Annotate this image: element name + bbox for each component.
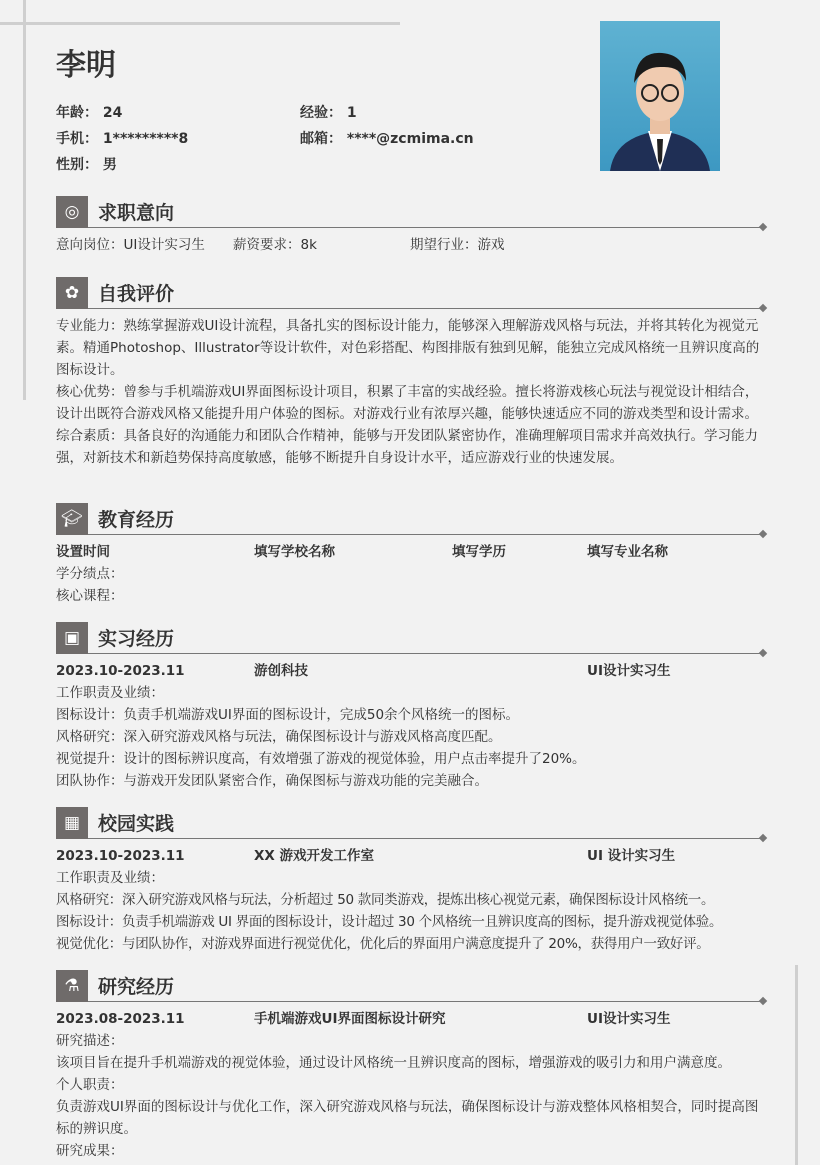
- paragraph: 专业能力：熟练掌握游戏UI设计流程，具备扎实的图标设计能力，能够深入理解游戏风格与玩法，并将其转化为视觉元素。精通Photoshop、Illustrator等设计软件，对色彩搭配、构图排版有独到见解，能独立完成风格统一且辨识度高的图标设计。: [56, 318, 760, 378]
- section-intent: [56, 196, 766, 256]
- line: 研究描述：: [56, 1033, 124, 1049]
- org: 游创科技: [254, 663, 308, 679]
- line: 工作职责及业绩：: [56, 870, 164, 886]
- section-self: [56, 277, 766, 469]
- role: UI设计实习生: [587, 1011, 671, 1027]
- edu-school: 填写学校名称: [254, 544, 335, 560]
- section-research: [56, 970, 766, 1162]
- line: 视觉提升：设计的图标辨识度高，有效增强了游戏的视觉体验，用户点击率提升了20%。: [56, 751, 586, 767]
- building-icon: ▦: [56, 807, 88, 839]
- edu-major: 填写专业名称: [587, 544, 668, 560]
- email: 邮箱： ****@zcmima.cn: [300, 131, 474, 147]
- line: 风格研究：深入研究游戏风格与玩法，确保图标设计与游戏风格高度匹配。: [56, 729, 502, 745]
- experience: 经验： 1: [300, 105, 357, 121]
- section-internship: [56, 622, 766, 792]
- section-title: 校园实践: [98, 813, 175, 835]
- line: 研究成果：: [56, 1143, 124, 1159]
- decor-line: [23, 0, 26, 400]
- intent-industry: 期望行业：游戏: [410, 237, 505, 253]
- profile-photo: [600, 21, 720, 171]
- decor-line: [795, 965, 798, 1165]
- section-title: 求职意向: [98, 202, 175, 224]
- paragraph: 综合素质：具备良好的沟通能力和团队合作精神，能够与开发团队紧密协作，准确理解项目需求并高效执行。学习能力强，对新技术和新趋势保持高度敏感，能够不断提升自身设计水平，适应游戏行业的快速发展。: [56, 428, 758, 466]
- org: XX 游戏开发工作室: [254, 848, 375, 864]
- phone: 手机： 1*********8: [56, 131, 189, 147]
- org: 手机端游戏UI界面图标设计研究: [254, 1011, 446, 1027]
- section-education: [56, 503, 766, 607]
- line: 图标设计：负责手机端游戏 UI 界面的图标设计，设计超过 30 个风格统一且辨识度高的图标，提升游戏视觉体验。: [56, 914, 723, 930]
- line: 负责游戏UI界面的图标设计与优化工作，深入研究游戏风格与玩法，确保图标设计与游戏整体风格相契合，同时提高图标的辨识度。: [56, 1099, 759, 1137]
- line: 团队协作：与游戏开发团队紧密合作，确保图标与游戏功能的完美融合。: [56, 773, 488, 789]
- line: 核心课程：: [56, 588, 124, 604]
- intent-position: 意向岗位：UI设计实习生: [56, 237, 205, 253]
- target-icon: ◎: [56, 196, 88, 228]
- flask-icon: ⚗: [56, 970, 88, 1002]
- paragraph: 核心优势：曾参与手机端游戏UI界面图标设计项目，积累了丰富的实战经验。擅长将游戏核心玩法与视觉设计相结合，设计出既符合游戏风格又能提升用户体验的图标。对游戏行业有浓厚兴趣，能够快速适应不同的游戏类型和设计需求。: [56, 384, 759, 422]
- line: 该项目旨在提升手机端游戏的视觉体验，通过设计风格统一且辨识度高的图标，增强游戏的吸引力和用户满意度。: [56, 1055, 731, 1071]
- section-campus: [56, 807, 766, 955]
- section-title: 实习经历: [98, 628, 175, 650]
- line: 工作职责及业绩：: [56, 685, 164, 701]
- line: 风格研究：深入研究游戏风格与玩法，分析超过 50 款同类游戏，提炼出核心视觉元素，确保图标设计风格统一。: [56, 892, 715, 908]
- time: 2023.08-2023.11: [56, 1011, 185, 1027]
- gender: 性别： 男: [56, 157, 117, 173]
- line: 个人职责：: [56, 1077, 124, 1093]
- section-title: 自我评价: [98, 283, 175, 305]
- role: UI设计实习生: [587, 663, 671, 679]
- graduation-cap-icon: 🎓︎: [56, 503, 88, 535]
- decor-line: [0, 22, 400, 25]
- intent-salary: 薪资要求：8k: [233, 237, 317, 253]
- age: 年龄： 24: [56, 105, 123, 121]
- line: 图标设计：负责手机端游戏UI界面的图标设计，完成50余个风格统一的图标。: [56, 707, 520, 723]
- section-title: 研究经历: [98, 976, 175, 998]
- briefcase-icon: ▣: [56, 622, 88, 654]
- time: 2023.10-2023.11: [56, 663, 185, 679]
- time: 2023.10-2023.11: [56, 848, 185, 864]
- line: 学分绩点：: [56, 566, 124, 582]
- section-title: 教育经历: [98, 509, 175, 531]
- role: UI 设计实习生: [587, 848, 676, 864]
- edu-degree: 填写学历: [452, 544, 506, 560]
- candidate-name: 李明: [56, 48, 116, 83]
- medal-icon: ✿: [56, 277, 88, 309]
- line: 视觉优化：与团队协作，对游戏界面进行视觉优化，优化后的界面用户满意度提升了 20%，获得用户一致好评。: [56, 936, 710, 952]
- edu-time: 设置时间: [56, 544, 110, 560]
